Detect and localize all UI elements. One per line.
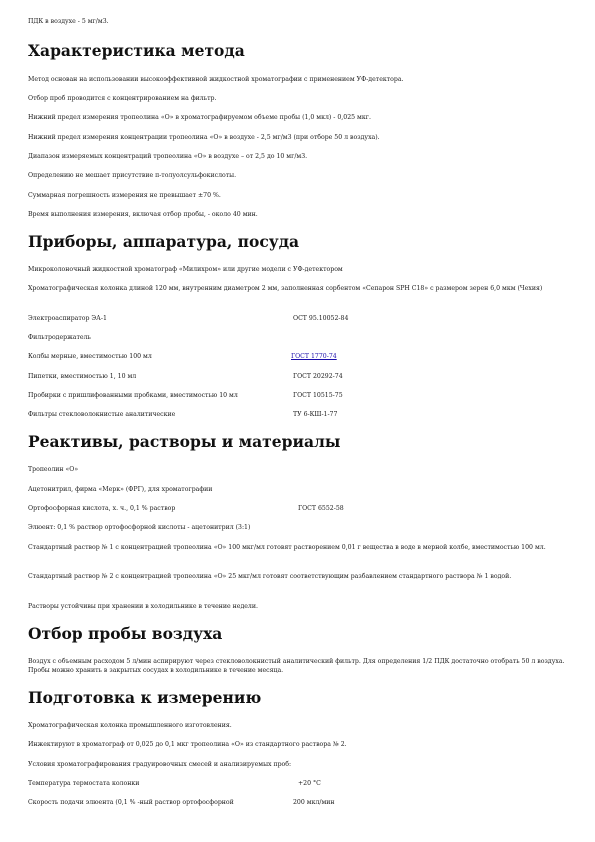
reagent-standard: ГОСТ 6552-58 [298, 505, 344, 512]
section-heading-reagents: Реактивы, растворы и материалы [28, 432, 341, 451]
equipment-standard: ТУ 6-КШ-1-77 [293, 411, 338, 418]
equipment-name: Фильтродержатель [28, 334, 91, 341]
method-para: Метод основан на использовании высокоэффективной жидкостной хроматографии с применением УФ-детектора. [28, 76, 404, 83]
equipment-standard: ОСТ 95.10052-84 [293, 315, 349, 322]
prep-para: Хроматографическая колонка промышленного изготовления. [28, 722, 232, 729]
equipment-standard: ГОСТ 20292-74 [293, 373, 343, 380]
gost-link[interactable]: ГОСТ 1770-74 [291, 353, 337, 360]
method-para: Нижний предел измерения тропеолина «О» в хроматографируемом объеме пробы (1,0 мкл) - 0,025 мкг. [28, 114, 371, 121]
method-para: Время выполнения измерения, включая отбор пробы, - около 40 мин. [28, 211, 258, 218]
equipment-name: Пипетки, вместимостью 1, 10 мл [28, 373, 137, 380]
equipment-name: Пробирки с пришлифованными пробками, вместимостью 10 мл [28, 392, 238, 399]
sampling-para: Воздух с объемным расходом 5 л/мин аспирируют через стекловолокнистый аналитический фильтр. Для определения 1/2 ПДК достаточно отобрать 50 л воздуха. Пробы можно хранить в закрытых сосудах в холодильнике в течение месяца. [28, 658, 565, 674]
equipment-para: Хроматографическая колонка длиной 120 мм, внутренним диаметром 2 мм, заполненная сорбентом «Сепарон SPH C18» с размером зерен 6,0 мкм (Чехия) [28, 285, 543, 292]
storage-para: Растворы устойчивы при хранении в холодильнике в течение недели. [28, 603, 258, 610]
reagent-item: Ацетонитрил, фирма «Мерк» (ФРГ), для хроматографии [28, 486, 213, 493]
standard-solution-2: Стандартный раствор № 2 с концентрацией тропеолина «О» 25 мкг/мл готовят соответствующим разбавлением стандартного раствора № 1 водой. [28, 573, 512, 580]
standard-solution-1: Стандартный раствор № 1 с концентрацией тропеолина «О» 100 мкг/мл готовят растворением 0,01 г вещества в воде в мерной колбе, вместимостью 100 мл. [28, 544, 546, 551]
method-para: Определению не мешает присутствие п-толуолсульфокислоты. [28, 172, 237, 179]
section-heading-sampling: Отбор пробы воздуха [28, 624, 223, 643]
eluent-para: Элюент: 0,1 % раствор ортофосфорной кислоты - ацетонитрил (3:1) [28, 524, 251, 531]
condition-name: Скорость подачи элюента (0,1 % -ный раствор ортофосфорной [28, 799, 234, 806]
section-heading-equipment: Приборы, аппаратура, посуда [28, 232, 300, 251]
equipment-name: Электроаспиратор ЭА-1 [28, 315, 107, 322]
condition-name: Температура термостата колонки [28, 780, 140, 787]
reagent-name: Ортофосфорная кислота, х. ч., 0,1 % раствор [28, 505, 176, 512]
pdk-line: ПДК в воздухе - 5 мг/м3. [28, 18, 109, 25]
method-para: Отбор проб проводится с концентрированием на фильтр. [28, 95, 217, 102]
section-heading-method: Характеристика метода [28, 41, 245, 60]
section-heading-prep: Подготовка к измерению [28, 688, 262, 707]
prep-para: Условия хроматографирования градуировочных смесей и анализируемых проб: [28, 761, 292, 768]
method-para: Нижний предел измерения концентрации тропеолина «О» в воздухе - 2,5 мг/м3 (при отборе 50 л воздуха). [28, 134, 380, 141]
equipment-name: Фильтры стекловолокнистые аналитические [28, 411, 176, 418]
equipment-name: Колбы мерные, вместимостью 100 мл [28, 353, 152, 360]
method-para: Диапазон измеряемых концентраций тропеолина «О» в воздухе – от 2,5 до 10 мг/м3. [28, 153, 308, 160]
condition-value: +20 °С [298, 780, 321, 787]
method-para: Суммарная погрешность измерения не превышает ±70 %. [28, 192, 221, 199]
reagent-item: Тропеолин «О» [28, 466, 79, 473]
prep-para: Инжектируют в хроматограф от 0,025 до 0,1 мкг тропеолина «О» из стандартного раствора № 2. [28, 741, 347, 748]
condition-value: 200 мкл/мин [293, 799, 335, 806]
equipment-standard: ГОСТ 10515-75 [293, 392, 343, 399]
equipment-para: Микроколоночный жидкостной хроматограф «Милихром» или другие модели с УФ-детектором [28, 266, 343, 273]
